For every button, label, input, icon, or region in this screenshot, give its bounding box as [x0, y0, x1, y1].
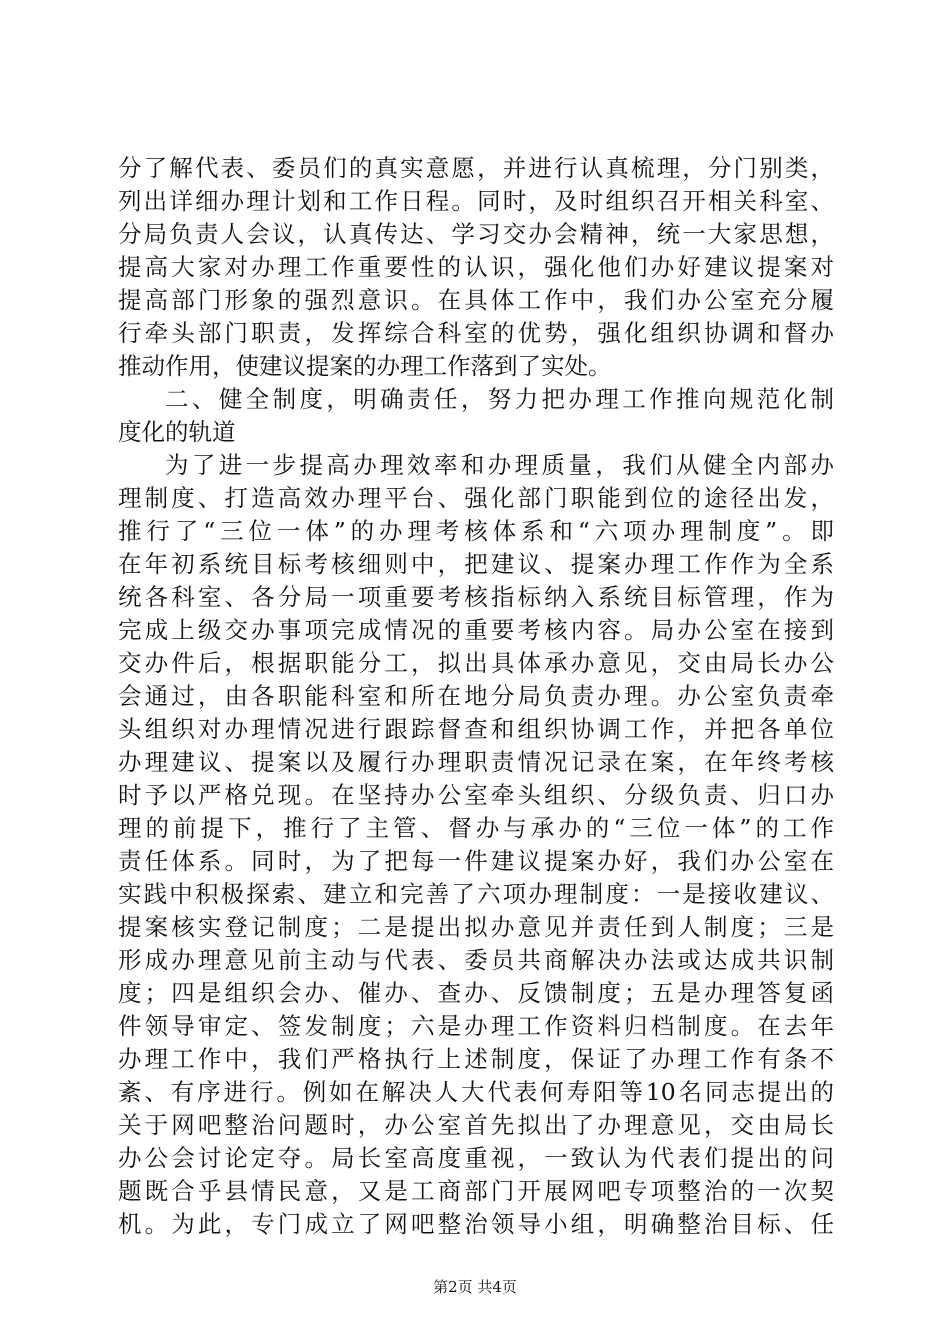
- text-line: 统各科室、各分局一项重要考核指标纳入系统目标管理，作为: [118, 583, 834, 611]
- text-line: 推动作用，使建议提案的办理工作落到了实处。: [118, 352, 612, 380]
- text-line: 机。为此，专门成立了网吧整治领导小组，明确整治目标、任: [118, 1210, 834, 1238]
- page-footer: 第2页 共4页: [433, 1278, 517, 1296]
- text-line: 二、健全制度，明确责任，努力把办理工作推向规范化制: [165, 385, 834, 413]
- text-line: 分局负责人会议，认真传达、学习交办会精神，统一大家思想，: [118, 220, 834, 248]
- text-line: 列出详细办理计划和工作日程。同时，及时组织召开相关科室、: [118, 187, 834, 215]
- text-line: 关于网吧整治问题时，办公室首先拟出了办理意见，交由局长: [118, 1111, 834, 1139]
- text-line: 办公会讨论定夺。局长室高度重视，一致认为代表们提出的问: [118, 1144, 834, 1172]
- text-line: 提高部门形象的强烈意识。在具体工作中，我们办公室充分履: [118, 286, 834, 314]
- text-line: 为了进一步提高办理效率和办理质量，我们从健全内部办: [165, 451, 834, 479]
- text-line: 会通过，由各职能科室和所在地分局负责办理。办公室负责牵: [118, 682, 834, 710]
- text-line: 理制度、打造高效办理平台、强化部门职能到位的途径出发，: [118, 484, 834, 512]
- text-line: 形成办理意见前主动与代表、委员共商解决办法或达成共识制: [118, 946, 834, 974]
- text-line: 题既合乎县情民意，又是工商部门开展网吧专项整治的一次契: [118, 1177, 834, 1205]
- text-line: 提高大家对办理工作重要性的认识，强化他们办好建议提案对: [118, 253, 834, 281]
- text-line: 紊、有序进行。例如在解决人大代表何寿阳等10名同志提出的: [118, 1078, 834, 1106]
- text-line: 完成上级交办事项完成情况的重要考核内容。局办公室在接到: [118, 616, 834, 644]
- text-line: 度；四是组织会办、催办、查办、反馈制度；五是办理答复函: [118, 979, 834, 1007]
- text-line: 提案核实登记制度；二是提出拟办意见并责任到人制度；三是: [118, 913, 834, 941]
- text-line: 办理工作中，我们严格执行上述制度，保证了办理工作有条不: [118, 1045, 834, 1073]
- text-line: 度化的轨道: [118, 418, 236, 446]
- body-text: [118, 152, 834, 1241]
- text-line: 头组织对办理情况进行跟踪督查和组织协调工作，并把各单位: [118, 715, 834, 743]
- text-line: 推行了“三位一体”的办理考核体系和“六项办理制度”。即: [118, 517, 834, 545]
- text-line: 理的前提下，推行了主管、督办与承办的“三位一体”的工作: [118, 814, 834, 842]
- text-line: 时予以严格兑现。在坚持办公室牵头组织、分级负责、归口办: [118, 781, 834, 809]
- text-line: 分了解代表、委员们的真实意愿，并进行认真梳理，分门别类，: [118, 154, 834, 182]
- text-line: 行牵头部门职责，发挥综合科室的优势，强化组织协调和督办: [118, 319, 834, 347]
- text-line: 件领导审定、签发制度；六是办理工作资料归档制度。在去年: [118, 1012, 834, 1040]
- text-line: 责任体系。同时，为了把每一件建议提案办好，我们办公室在: [118, 847, 834, 875]
- text-line: 办理建议、提案以及履行办理职责情况记录在案，在年终考核: [118, 748, 834, 776]
- text-line: 交办件后，根据职能分工，拟出具体承办意见，交由局长办公: [118, 649, 834, 677]
- text-line: 实践中积极探索、建立和完善了六项办理制度：一是接收建议、: [118, 880, 834, 908]
- text-line: 在年初系统目标考核细则中，把建议、提案办理工作作为全系: [118, 550, 834, 578]
